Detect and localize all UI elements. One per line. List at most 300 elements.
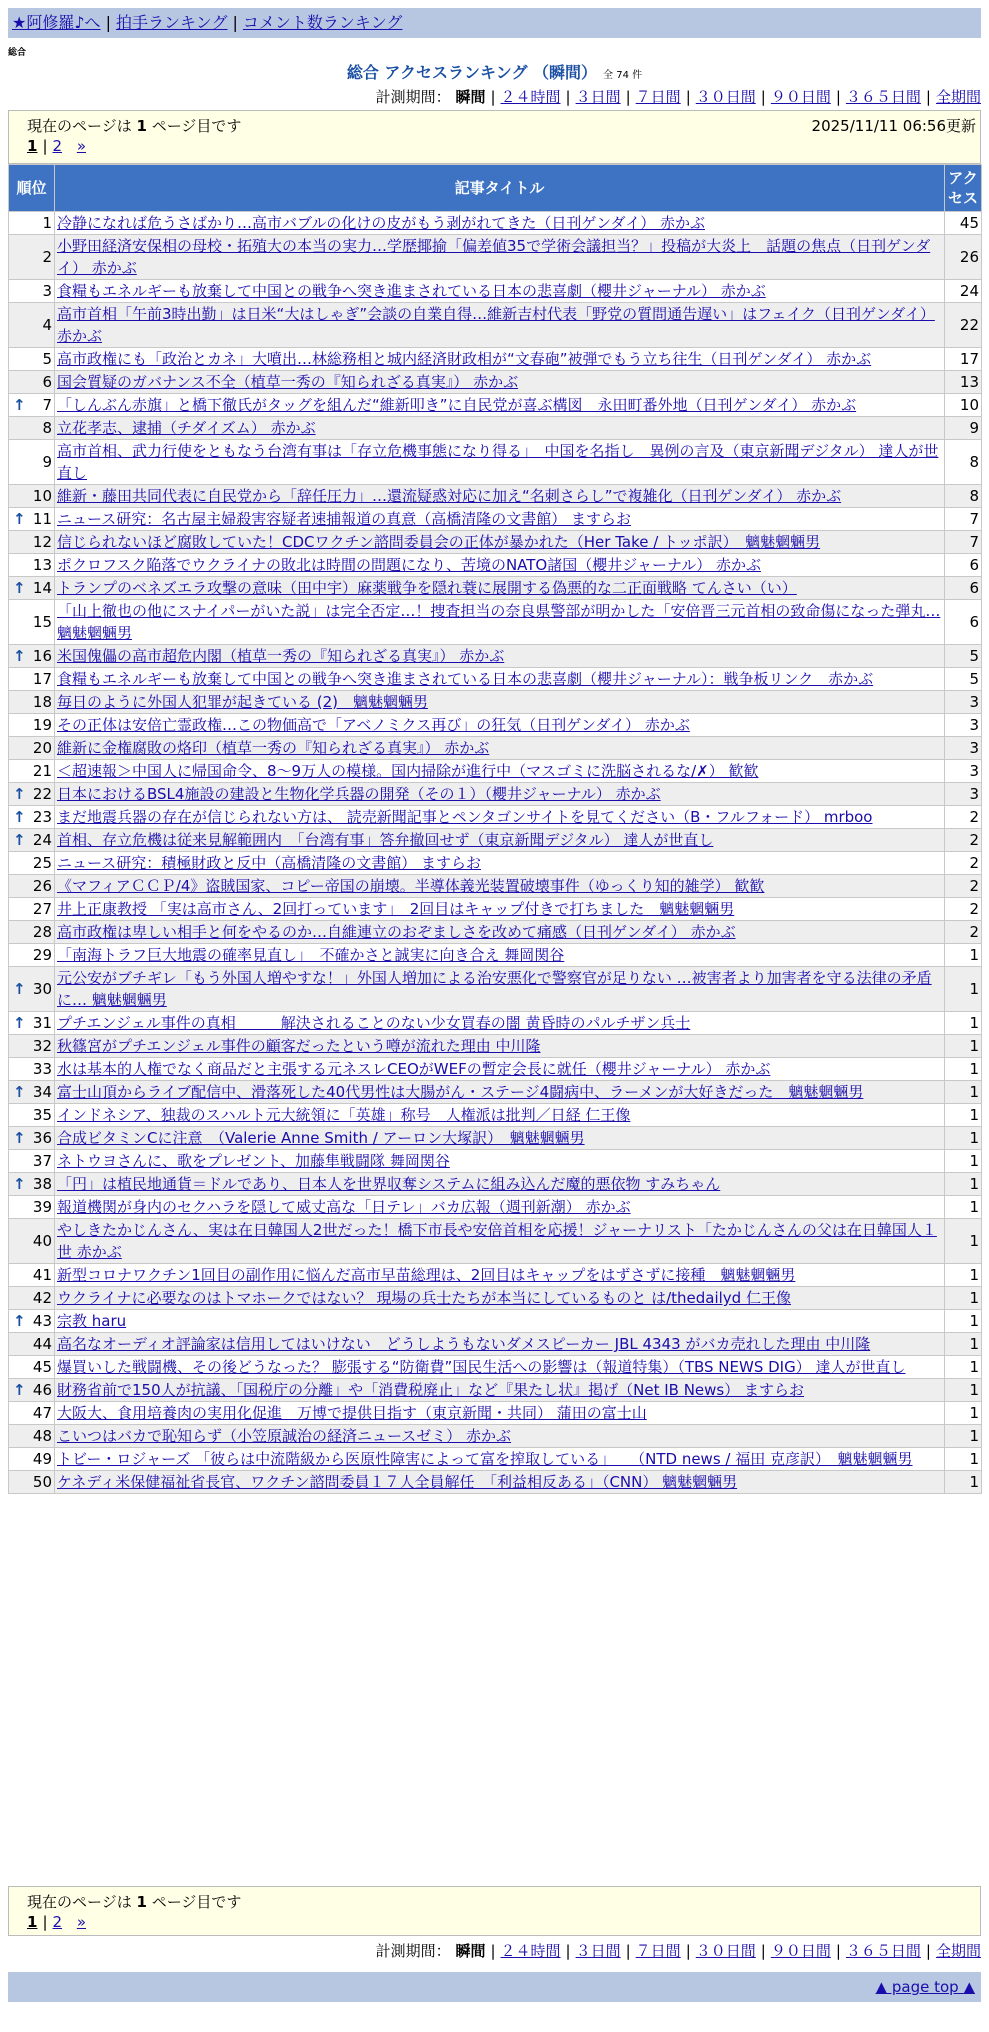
bottom-bar [8,1972,981,2002]
access-count: 13 [945,371,982,394]
rank-number: 29 [32,946,52,964]
table-row [9,440,982,485]
rank-number: 13 [32,556,52,574]
access-count: 1 [945,1356,982,1379]
rank-cell [9,829,55,852]
article-link[interactable]: インドネシア、独裁のスハルト元大統領に「英雄」称号 人権派は批判／日経 仁王像 [57,1106,631,1124]
article-link[interactable]: 維新・藤田共同代表に自民党から「辞任圧力」…還流疑惑対応に加え“名刺さらし”で複雑化（日刊ゲンダイ） 赤かぶ [57,487,842,505]
article-link[interactable]: 高名なオーディオ評論家は信用してはいけない どうしようもないダメスピーカー JBL 4343 がバカ売れした理由 中川隆 [57,1335,871,1353]
title-cell [55,577,945,600]
rank-cell [9,1356,55,1379]
period-all-bottom[interactable]: 全期間 [935,1942,981,1960]
article-link[interactable]: ポクロフスク陥落でウクライナの敗北は時間の問題になり、苦境のNATO諸国（櫻井ジャーナル） 赤かぶ [57,556,761,574]
rank-cell [9,440,55,485]
article-link[interactable]: まだ地震兵器の存在が信じられない方は、 読売新聞記事とペンタゴンサイトを見てください（B・フルフォード） mrboo [57,808,873,826]
rank-number: 32 [32,1037,52,1055]
article-link[interactable]: 水は基本的人権でなく商品だと主張する元ネスレCEOがWEFの暫定会長に就任（櫻井ジャーナル） 赤かぶ [57,1060,771,1078]
table-row [9,1104,982,1127]
period-365d[interactable]: ３６５日間 [845,88,921,106]
rank-number: 6 [42,373,52,391]
table-row [9,1448,982,1471]
rank-cell [9,691,55,714]
page-link-1-bottom[interactable]: 1 [27,1913,38,1931]
rank-number: 39 [32,1198,52,1216]
article-link[interactable]: 維新に金権腐敗の烙印（植草一秀の『知られざる真実』） 赤かぶ [57,739,490,757]
article-link[interactable]: 《マフィアＣＣＰ/4》盗賊国家、コピー帝国の崩壊。半導体義光装置破壊事件（ゆっくり知的雑学） 歓歓 [57,877,765,895]
header-title: 記事タイトル [55,165,945,212]
rank-number: 42 [32,1289,52,1307]
ranking-body [9,212,982,1494]
rank-number: 16 [32,647,52,665]
table-row [9,1379,982,1402]
table-row [9,1219,982,1264]
rank-number: 47 [32,1404,52,1422]
table-row [9,1425,982,1448]
period-selector-top: 計測期間： 瞬間 | ２４時間 | ３日間 | ７日間 | ３０日間 | ９０日間 | ３６５日間 | 全期間 [375,88,981,106]
table-row [9,1196,982,1219]
table-row [9,577,982,600]
access-count: 1 [945,1012,982,1035]
article-link[interactable]: ニュース研究：積極財政と反中（高橋清隆の文書館） ますらお [57,854,482,872]
article-link[interactable]: 井上正康教授 「実は高市さん、2回打っています」 2回目はキャップ付きで打ちました 魑魅魍魎男 [57,900,735,918]
article-link[interactable]: 大阪大、食用培養肉の実用化促進 万博で提供目指す（東京新聞・共同） 蒲田の富士山 [57,1404,647,1422]
rank-number: 45 [32,1358,52,1376]
table-row [9,852,982,875]
rank-up-arrow-icon: ↑ [13,396,26,414]
article-link[interactable]: 秋篠宮がプチエンジェル事件の顧客だったという噂が流れた理由 中川隆 [57,1037,541,1055]
article-link[interactable]: 宗教 haru [57,1312,127,1330]
title-cell [55,898,945,921]
period-24h-bottom[interactable]: ２４時間 [500,1942,561,1960]
article-link[interactable]: 「円」は植民地通貨＝ドルであり、日本人を世界収奪システムに組み込んだ魔的悪依物 すみちゃん [57,1175,721,1193]
rank-up-arrow-icon: ↑ [13,1083,26,1101]
title-cell [55,1012,945,1035]
article-link[interactable]: 国会質疑のガバナンス不全（植草一秀の『知られざる真実』） 赤かぶ [57,373,519,391]
rank-cell [9,1219,55,1264]
page-top-link[interactable]: ▲ page top ▲ [875,1978,975,1996]
table-row [9,394,982,417]
clap-ranking-link[interactable]: 拍手ランキング [115,13,228,32]
table-row [9,898,982,921]
table-row [9,508,982,531]
access-count: 24 [945,280,982,303]
rank-cell [9,280,55,303]
period-90d[interactable]: ９０日間 [770,88,831,106]
article-link[interactable]: 財務省前で150人が抗議、「国税庁の分離」や「消費税廃止」など『果たし状』掲げ（Net IB News） ますらお [57,1381,805,1399]
access-count: 1 [945,1035,982,1058]
table-row [9,417,982,440]
table-row [9,1264,982,1287]
title-cell [55,1471,945,1494]
table-row [9,303,982,348]
title-cell [55,829,945,852]
access-count: 26 [945,235,982,280]
title-cell [55,783,945,806]
access-count: 6 [945,600,982,645]
title-cell [55,417,945,440]
access-count: 6 [945,554,982,577]
title-cell [55,1379,945,1402]
rank-cell [9,1425,55,1448]
period-24h[interactable]: ２４時間 [500,88,561,106]
page-link-2[interactable]: 2 [52,137,63,155]
table-row [9,875,982,898]
rank-number: 38 [32,1175,52,1193]
table-row [9,967,982,1012]
article-link[interactable]: 「南海トラフ巨大地震の確率見直し」 不確かさと誠実に向き合え 舞岡関谷 [57,946,565,964]
title-cell [55,1402,945,1425]
rank-cell [9,1264,55,1287]
access-count: 1 [945,1379,982,1402]
rank-number: 48 [32,1427,52,1445]
rank-number: 5 [42,350,52,368]
rank-number: 31 [32,1014,52,1032]
rank-number: 37 [32,1152,52,1170]
rank-number: 40 [32,1232,52,1250]
title-cell [55,645,945,668]
access-count: 2 [945,898,982,921]
access-count: 1 [945,1402,982,1425]
article-link[interactable]: 元公安がブチギレ「もう外国人増やすな！」外国人増加による治安悪化で警察官が足りない …被害者より加害者を守る法律の矛盾に… 魑魅魍魎男 [57,969,932,1009]
table-row [9,1127,982,1150]
page-navigation: 1 | 2 » [27,137,87,155]
current-page-info: 現在のページは 1 ページ目です [27,117,242,135]
title-cell [55,1127,945,1150]
rank-number: 25 [32,854,52,872]
article-link[interactable]: ケネディ米保健福祉省長官、ワクチン諮問委員１７人全員解任 「利益相反ある」（CNN） 魑魅魍魎男 [57,1473,738,1491]
period-7d[interactable]: ７日間 [635,88,681,106]
table-row [9,668,982,691]
current-page-number: 1 [136,117,147,135]
title-cell [55,691,945,714]
access-count: 1 [945,1425,982,1448]
rank-up-arrow-icon: ↑ [13,1129,26,1147]
rank-number: 28 [32,923,52,941]
rank-number: 9 [42,453,52,471]
article-link[interactable]: ネトウヨさんに、歌をプレゼント、加藤隼戦闘隊 舞岡関谷 [57,1152,450,1170]
title-cell [55,1425,945,1448]
table-row [9,1150,982,1173]
rank-number: 19 [32,716,52,734]
article-link[interactable]: こいつはバカで恥知らず（小笠原誠治の経済ニュースゼミ） 赤かぶ [57,1427,512,1445]
title-cell [55,760,945,783]
rank-cell [9,1448,55,1471]
article-link[interactable]: プチエンジェル事件の真相 解決されることのない少女買春の闇 黄昏時のパルチザン兵士 [57,1014,691,1032]
rank-number: 4 [42,316,52,334]
nav-separator: | [232,13,238,32]
rank-number: 26 [32,877,52,895]
comment-ranking-link[interactable]: コメント数ランキング [242,13,403,32]
rank-cell [9,875,55,898]
rank-cell [9,1081,55,1104]
rank-number: 7 [42,396,52,414]
title-cell [55,508,945,531]
title-cell [55,554,945,577]
rank-cell [9,1379,55,1402]
rank-cell [9,348,55,371]
rank-cell [9,485,55,508]
article-link[interactable]: 高市政権にも「政治とカネ」大噴出…林総務相と城内経済財政相が“文春砲”被弾でもう立ち往生（日刊ゲンダイ） 赤かぶ [57,350,872,368]
rank-cell [9,212,55,235]
rank-up-arrow-icon: ↑ [13,808,26,826]
rank-number: 14 [32,579,52,597]
access-count: 5 [945,645,982,668]
rank-cell [9,508,55,531]
rank-cell [9,531,55,554]
title-cell [55,806,945,829]
access-count: 2 [945,829,982,852]
article-link[interactable]: 「しんぶん赤旗」と橋下徹氏がタッグを組んだ“維新叩き”に自民党が喜ぶ構図 永田町番外地（日刊ゲンダイ） 赤かぶ [57,396,857,414]
table-row [9,829,982,852]
table-row [9,1058,982,1081]
rank-number: 22 [32,785,52,803]
table-row [9,1333,982,1356]
title-cell [55,921,945,944]
rank-cell [9,394,55,417]
article-link[interactable]: ＜超速報＞中国人に帰国命令、8～9万人の模様。国内掃除が進行中（マスゴミに洗脳されるな/✗） 歓歓 [57,762,759,780]
rank-number: 2 [42,248,52,266]
table-row [9,1356,982,1379]
pager-bottom [8,1886,981,1936]
period-all[interactable]: 全期間 [935,88,981,106]
access-count: 1 [945,944,982,967]
period-3d[interactable]: ３日間 [575,88,621,106]
rank-cell [9,852,55,875]
access-count: 1 [945,1287,982,1310]
access-count: 1 [945,1471,982,1494]
title-cell [55,371,945,394]
access-count: 22 [945,303,982,348]
rank-cell [9,1287,55,1310]
access-count: 1 [945,1150,982,1173]
rank-cell [9,921,55,944]
nav-separator: | [105,13,111,32]
rank-cell [9,1058,55,1081]
title-cell [55,1150,945,1173]
table-header-row [9,165,982,212]
rank-number: 17 [32,670,52,688]
rank-number: 30 [32,980,52,998]
table-row [9,554,982,577]
pager-top [8,110,981,164]
access-count: 1 [945,1448,982,1471]
page-title-line [8,60,981,83]
period-90d-bottom[interactable]: ９０日間 [770,1942,831,1960]
rank-cell [9,1471,55,1494]
rank-cell [9,577,55,600]
access-count: 8 [945,440,982,485]
article-link[interactable]: 合成ビタミンCに注意 （Valerie Anne Smith / アーロン大塚訳） 魑魅魍魎男 [57,1129,585,1147]
article-link[interactable]: 報道機関が身内のセクハラを隠して威丈高な「日テレ」バカ広報（週刊新潮） 赤かぶ [57,1198,631,1216]
access-count: 8 [945,485,982,508]
top-nav-bar [8,8,981,38]
article-link[interactable]: 高市政権は卑しい相手と何をやるのか…自維連立のおぞましさを改めて痛感（日刊ゲンダイ） 赤かぶ [57,923,736,941]
rank-number: 18 [32,693,52,711]
period-current: 瞬間 [455,88,486,106]
article-link[interactable]: 首相、存立危機は従来見解範囲内 「台湾有事」答弁撤回せず（東京新聞デジタル） 達人が世直し [57,831,714,849]
table-row [9,1310,982,1333]
rank-number: 20 [32,739,52,757]
article-link[interactable]: 富士山頂からライブ配信中、滑落死した40代男性は大腸がん・ステージ4闘病中、ラーメンが大好きだった 魑魅魍魎男 [57,1083,864,1101]
title-cell [55,212,945,235]
table-row [9,714,982,737]
access-count: 1 [945,1333,982,1356]
rank-number: 1 [42,214,52,232]
rank-cell [9,1173,55,1196]
title-cell [55,440,945,485]
rank-number: 50 [32,1473,52,1491]
article-link[interactable]: 高市首相「午前3時出勤」は日米“大はしゃぎ”会談の自業自得…維新吉村代表「野党の質問通告遅い」はフェイク（日刊ゲンダイ） 赤かぶ [57,305,935,345]
article-link[interactable]: 爆買いした戦闘機、その後どうなった？ 膨張する“防衛費”国民生活への影響は（報道特集）（TBS NEWS DIG） 達人が世直し [57,1358,906,1376]
table-row [9,1287,982,1310]
rank-cell [9,1127,55,1150]
rank-cell [9,967,55,1012]
period-label: 計測期間： [375,88,451,106]
rank-number: 36 [32,1129,52,1147]
period-selector-bottom: 計測期間： 瞬間 | ２４時間 | ３日間 | ７日間 | ３０日間 | ９０日間 | ３６５日間 | 全期間 [375,1942,981,1960]
article-link[interactable]: 新型コロナワクチン1回目の副作用に悩んだ高市早苗総理は、2回目はキャップをはずさずに接種 魑魅魍魎男 [57,1266,796,1284]
rank-up-arrow-icon: ↑ [13,1014,26,1032]
table-row [9,1081,982,1104]
access-count: 1 [945,1127,982,1150]
rank-number: 46 [32,1381,52,1399]
rank-up-arrow-icon: ↑ [13,785,26,803]
rank-cell [9,944,55,967]
rank-cell [9,371,55,394]
article-link[interactable]: 「山上徹也の他にスナイパーがいた説」は完全否定…！捜査担当の奈良県警部が明かした「安倍晋三元首相の致命傷になった弾丸… 魑魅魍魎男 [57,602,941,642]
rank-number: 34 [32,1083,52,1101]
article-link[interactable]: トランプのベネズエラ攻撃の意味（田中宇）麻薬戦争を隠れ蓑に展開する偽悪的な二正面戦略 てんさい（い） [57,579,797,597]
next-page-link[interactable]: » [76,137,87,155]
rank-number: 23 [32,808,52,826]
title-cell [55,668,945,691]
article-link[interactable]: 食糧もエネルギーも放棄して中国との戦争へ突き進まされている日本の悲喜劇（櫻井ジャーナル） 赤かぶ [57,282,766,300]
rank-number: 35 [32,1106,52,1124]
rank-number: 11 [32,510,52,528]
rank-number: 43 [32,1312,52,1330]
rank-up-arrow-icon: ↑ [13,510,26,528]
page-link-1[interactable]: 1 [27,137,38,155]
table-row [9,212,982,235]
table-row [9,921,982,944]
header-rank: 順位 [9,165,55,212]
table-row [9,600,982,645]
article-link[interactable]: 信じられないほど腐敗していた！CDCワクチン諮問委員会の正体が暴かれた（Her Take / トッポ訳） 魑魅魍魎男 [57,533,821,551]
rank-cell [9,714,55,737]
title-cell [55,1196,945,1219]
access-count: 3 [945,760,982,783]
page-link-2-bottom[interactable]: 2 [52,1913,63,1931]
rank-cell [9,1035,55,1058]
article-link[interactable]: 食糧もエネルギーも放棄して中国との戦争へ突き進まされている日本の悲喜劇（櫻井ジャーナル）：戦争板リンク 赤かぶ [57,670,874,688]
rank-cell [9,783,55,806]
article-link[interactable]: 冷静になれば危うさばかり…高市バブルの化けの皮がもう剥がれてきた（日刊ゲンダイ） 赤かぶ [57,214,705,232]
access-count: 2 [945,875,982,898]
title-cell [55,1035,945,1058]
title-cell [55,235,945,280]
rank-number: 49 [32,1450,52,1468]
article-link[interactable]: 米国傀儡の高市超危内閣（植草一秀の『知られざる真実』） 赤かぶ [57,647,505,665]
rank-up-arrow-icon: ↑ [13,647,26,665]
rank-number: 10 [32,487,52,505]
title-cell [55,852,945,875]
access-count: 2 [945,806,982,829]
article-link[interactable]: 小野田経済安保相の母校・拓殖大の本当の実力…学歴揶揄「偏差値35で学術会議担当？」投稿が大炎上 話題の焦点（日刊ゲンダイ） 赤かぶ [57,237,931,277]
rank-cell [9,1196,55,1219]
article-link[interactable]: ウクライナに必要なのはトマホークではない？ 現場の兵士たちが本当にしているものと は/thedailyd 仁王像 [57,1289,791,1307]
period-30d-bottom[interactable]: ３０日間 [695,1942,756,1960]
rank-cell [9,303,55,348]
table-row [9,531,982,554]
access-count: 7 [945,508,982,531]
rank-cell [9,554,55,577]
article-link[interactable]: 毎日のように外国人犯罪が起きている (2) 魑魅魍魎男 [57,693,429,711]
home-link[interactable]: ★阿修羅♪へ [12,13,101,32]
title-cell [55,600,945,645]
access-count: 1 [945,1104,982,1127]
table-row [9,1173,982,1196]
current-page-info-bottom: 現在のページは 1 ページ目です [27,1893,242,1911]
section-label: 総合 [8,48,27,58]
rank-cell [9,417,55,440]
table-row [9,235,982,280]
rank-cell [9,806,55,829]
rank-cell [9,235,55,280]
rank-cell [9,737,55,760]
title-cell [55,967,945,1012]
access-count: 1 [945,1264,982,1287]
period-3d-bottom[interactable]: ３日間 [575,1942,621,1960]
rank-number: 33 [32,1060,52,1078]
rank-number: 8 [42,419,52,437]
access-count: 1 [945,1058,982,1081]
rank-cell [9,1150,55,1173]
rank-number: 41 [32,1266,52,1284]
table-row [9,783,982,806]
article-link[interactable]: やしきたかじんさん、実は在日韓国人2世だった！橋下市長や安倍首相を応援！ジャーナリスト「たかじんさんの父は在日韓国人１世 赤かぶ [57,1221,937,1261]
header-access: アクセス [945,165,982,212]
access-count: 2 [945,921,982,944]
table-row [9,1035,982,1058]
access-count: 5 [945,668,982,691]
article-link[interactable]: その正体は安倍亡霊政権…この物価高で「アベノミクス再び」の狂気（日刊ゲンダイ） 赤かぶ [57,716,690,734]
article-link[interactable]: 日本におけるBSL4施設の建設と生物化学兵器の開発（その１）（櫻井ジャーナル） 赤かぶ [57,785,661,803]
article-link[interactable]: 高市首相、武力行使をともなう台湾有事は「存立危機事態になり得る」 中国を名指し 異例の言及（東京新聞デジタル） 達人が世直し [57,442,939,482]
title-cell [55,1287,945,1310]
period-365d-bottom[interactable]: ３６５日間 [845,1942,921,1960]
page-title: 総合 アクセスランキング （瞬間） [346,63,598,82]
period-30d[interactable]: ３０日間 [695,88,756,106]
access-count: 7 [945,531,982,554]
rank-cell [9,1333,55,1356]
rank-number: 44 [32,1335,52,1353]
total-count: 全 74 件 [603,70,643,81]
article-link[interactable]: 立花孝志、逮捕（チダイズム） 赤かぶ [57,419,316,437]
period-7d-bottom[interactable]: ７日間 [635,1942,681,1960]
article-link[interactable]: ニュース研究：名古屋主婦殺害容疑者速捕報道の真意（高橋清隆の文書館） ますらお [57,510,632,528]
rank-up-arrow-icon: ↑ [13,1175,26,1193]
next-page-link-bottom[interactable]: » [76,1913,87,1931]
title-cell [55,1173,945,1196]
access-count: 17 [945,348,982,371]
title-cell [55,485,945,508]
rank-up-arrow-icon: ↑ [13,831,26,849]
title-cell [55,1333,945,1356]
table-row [9,737,982,760]
article-link[interactable]: トビー・ロジャーズ 「彼らは中流階級から医原性障害によって富を搾取している」 （NTD news / 福田 克彦訳） 魑魅魍魎男 [57,1450,913,1468]
rank-number: 3 [42,282,52,300]
rank-cell [9,645,55,668]
